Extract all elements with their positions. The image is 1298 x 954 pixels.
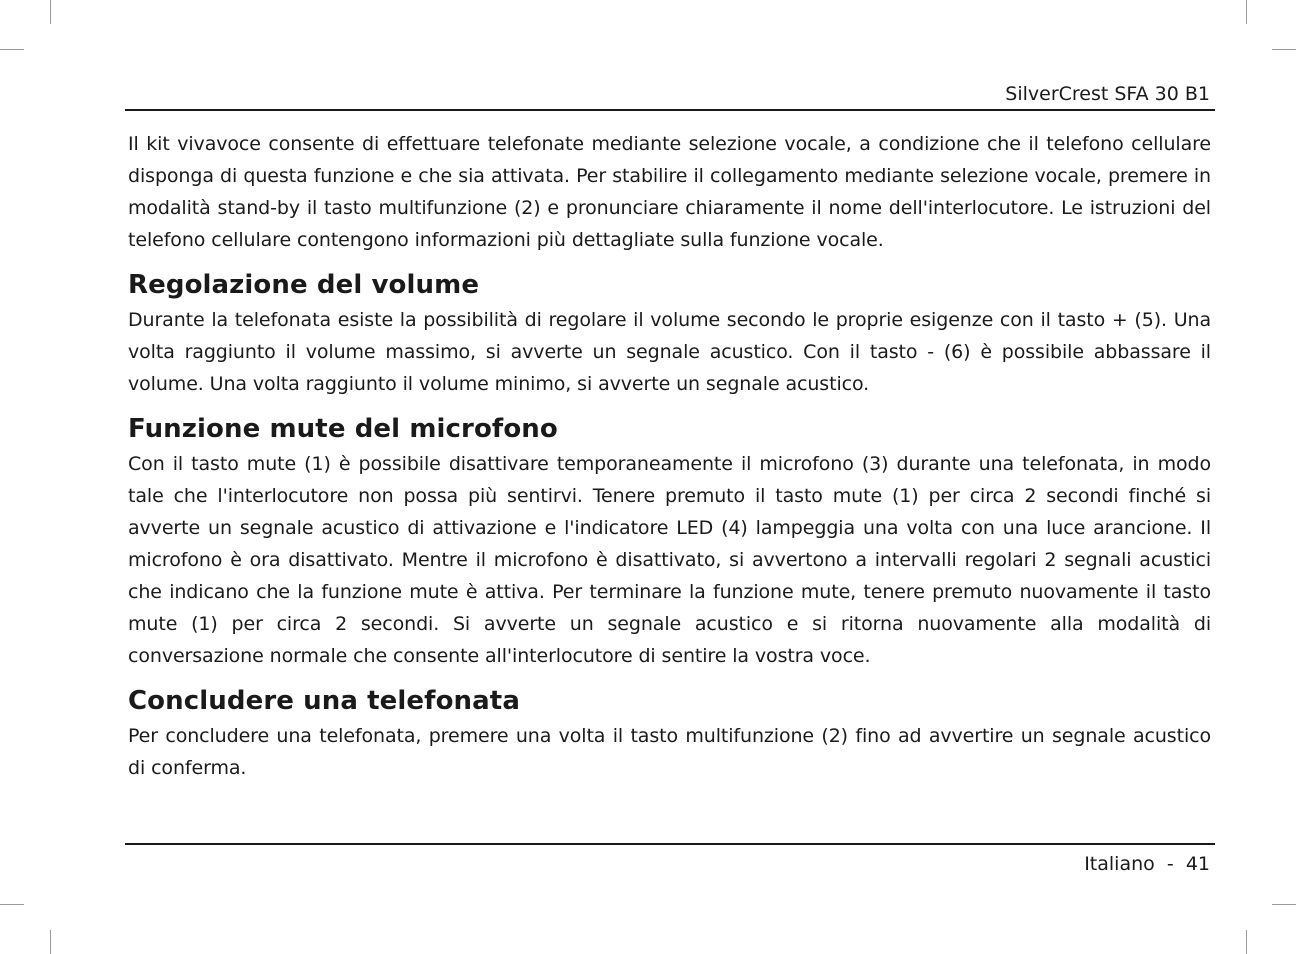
crop-mark	[0, 49, 24, 50]
section-heading-volume: Regolazione del volume	[128, 270, 480, 300]
page-content	[128, 128, 1211, 784]
crop-mark	[50, 930, 51, 954]
page-number: 41	[1185, 853, 1210, 875]
crop-mark	[50, 0, 51, 24]
section-body-volume: Durante la telefonata esiste la possibilità di regolare il volume secondo le proprie esigenze con il tasto + (5). Una volta raggiunto il volume massimo, si avverte un segnale acustico. Con il tasto - (6) è possibile abbassare il volume. Una volta raggiunto il volume minimo, si avverte un segnale acustico.	[128, 309, 1211, 395]
footer-language: Italiano	[1084, 853, 1155, 875]
page-footer	[1084, 852, 1210, 876]
section-heading-mute: Funzione mute del microfono	[128, 414, 558, 444]
header-rule	[125, 109, 1215, 111]
crop-mark	[1246, 930, 1247, 954]
footer-separator: -	[1166, 853, 1174, 875]
crop-mark	[0, 904, 24, 905]
crop-mark	[1246, 0, 1247, 24]
running-header: SilverCrest SFA 30 B1	[1005, 83, 1210, 105]
section-heading-end-call: Concludere una telefonata	[128, 686, 520, 716]
footer-rule	[125, 843, 1215, 845]
intro-paragraph: Il kit vivavoce consente di effettuare telefonate mediante selezione vocale, a condizione che il telefono cellulare disponga di questa funzione e che sia attivata. Per stabilire il collegamento mediante selezione vocale, premere in modalità stand-by il tasto multifunzione (2) e pronunciare chiaramente il nome dell'interlocutore. Le istruzioni del telefono cellulare contengono informazioni più dettagliate sulla funzione vocale.	[128, 133, 1211, 251]
section-body-end-call: Per concludere una telefonata, premere una volta il tasto multifunzione (2) fino ad avvertire un segnale acustico di conferma.	[128, 725, 1211, 779]
crop-mark	[1272, 904, 1296, 905]
section-body-mute: Con il tasto mute (1) è possibile disattivare temporaneamente il microfono (3) durante una telefonata, in modo tale che l'interlocutore non possa più sentirvi. Tenere premuto il tasto mute (1) per circa 2 secondi finché si avverte un segnale acustico di attivazione e l'indicatore LED (4) lampeggia una volta con una luce arancione. Il microfono è ora disattivato. Mentre il microfono è disattivato, si avvertono a intervalli regolari 2 segnali acustici che indicano che la funzione mute è attiva. Per terminare la funzione mute, tenere premuto nuovamente il tasto mute (1) per circa 2 secondi. Si avverte un segnale acustico e si ritorna nuovamente alla modalità di conversazione normale che consente all'interlocutore di sentire la vostra voce.	[128, 453, 1211, 667]
crop-mark	[1272, 49, 1296, 50]
